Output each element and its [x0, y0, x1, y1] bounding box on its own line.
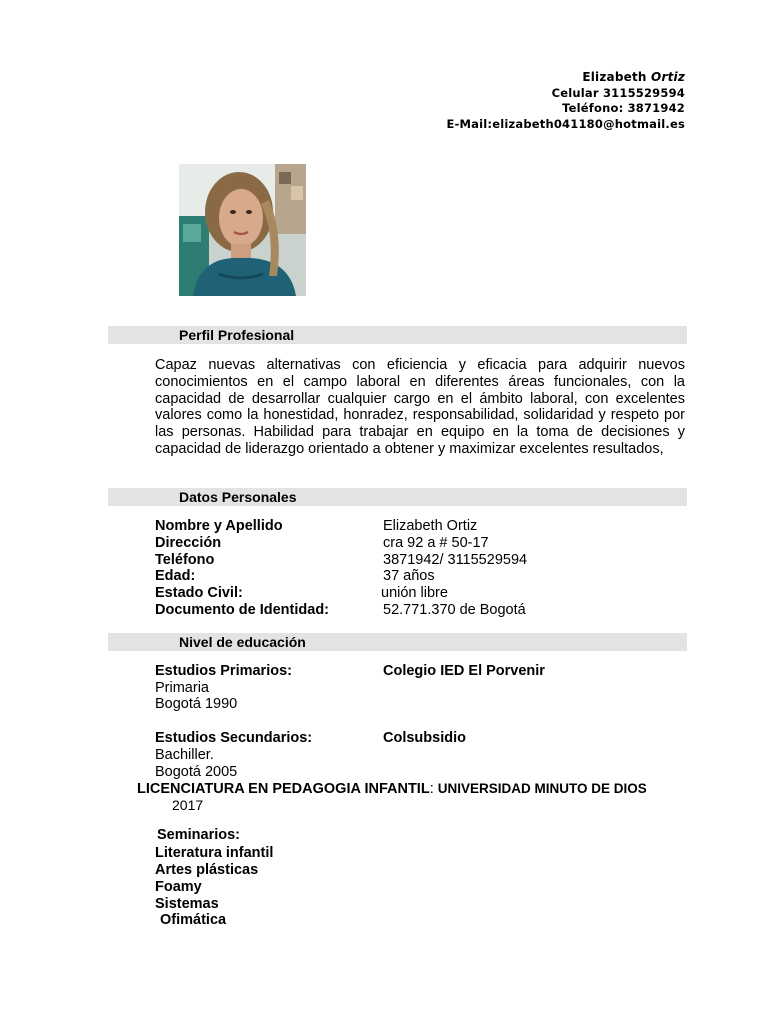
section-datos-title: Datos Personales: [179, 489, 297, 505]
seminar-item: Artes plásticas: [155, 862, 259, 878]
contact-celular: Celular 3115529594: [551, 85, 685, 100]
personal-value: 52.771.370 de Bogotá: [383, 602, 526, 618]
seminar-item: Ofimática: [160, 912, 227, 928]
secondary-school: Colsubsidio: [383, 730, 466, 746]
perfil-paragraph: Capaz nuevas alternativas con eficiencia y eficacia para adquirir nuevos conocimientos en el campo laboral en diferentes áreas funcionales, con la capacidad de desarrollar cualquier cargo en el ámbito laboral, con excelentes valores como la honestidad, honradez, responsabilidad, solidaridad y respeto por las personas. Habilidad para trabajar en equipo en la toma de decisiones y capacidad de liderazgo orientado a obtener y maximizar excelentes resultados,: [155, 357, 685, 457]
personal-label: Edad:: [155, 568, 196, 584]
personal-label: Dirección: [155, 535, 222, 551]
personal-label: Nombre y Apellido: [155, 518, 283, 534]
personal-value: Elizabeth Ortiz: [383, 518, 478, 534]
seminar-item: Sistemas: [155, 896, 219, 912]
contact-name: [446, 70, 685, 86]
degree-year: 2017: [172, 797, 204, 813]
primary-label: Estudios Primarios:: [155, 663, 292, 679]
degree-university: UNIVERSIDAD MINUTO DE DIOS: [437, 781, 647, 796]
primary-level: Primaria: [155, 680, 209, 696]
contact-email: E-Mail:elizabeth041180@hotmail.es: [446, 116, 685, 131]
degree-line: [137, 781, 647, 797]
secondary-place-year: Bogotá 2005: [155, 764, 238, 780]
primary-place-year: Bogotá 1990: [155, 696, 238, 712]
section-perfil-bar: [108, 326, 687, 344]
section-educacion-title: Nivel de educación: [179, 634, 306, 650]
section-datos-bar: [108, 488, 687, 506]
personal-value: unión libre: [381, 585, 448, 601]
personal-label: Teléfono: [155, 552, 215, 568]
personal-row-age: [155, 568, 435, 584]
contact-telefono: Teléfono: 3871942: [562, 101, 685, 115]
contact-block: [446, 70, 685, 132]
personal-value: 37 años: [383, 568, 435, 584]
contact-last-name: Ortiz: [651, 70, 685, 84]
personal-row-name: [155, 518, 478, 534]
seminar-item: Foamy: [155, 879, 202, 895]
section-perfil-title: Perfil Profesional: [179, 327, 295, 343]
profile-photo: [179, 164, 306, 296]
personal-row-civil-status: [155, 585, 448, 601]
portrait-photo-icon: [179, 164, 306, 296]
personal-row-phone: [155, 552, 528, 568]
primary-school: Colegio IED El Porvenir: [383, 663, 545, 679]
section-educacion-bar: [108, 633, 687, 651]
degree-title: LICENCIATURA EN PEDAGOGIA INFANTIL: [137, 781, 430, 797]
seminar-item: Literatura infantil: [155, 845, 274, 861]
personal-value: 3871942/ 3115529594: [383, 552, 528, 568]
personal-value: cra 92 a # 50-17: [383, 535, 489, 551]
secondary-label: Estudios Secundarios:: [155, 730, 313, 746]
personal-row-address: [155, 535, 489, 551]
degree-separator: :: [429, 781, 438, 797]
personal-row-id: [155, 602, 526, 618]
seminars-title: Seminarios:: [157, 827, 240, 843]
contact-first-name: Elizabeth: [582, 70, 647, 84]
personal-label: Documento de Identidad:: [155, 602, 329, 618]
secondary-level: Bachiller.: [155, 747, 214, 763]
personal-label: Estado Civil:: [155, 585, 243, 601]
